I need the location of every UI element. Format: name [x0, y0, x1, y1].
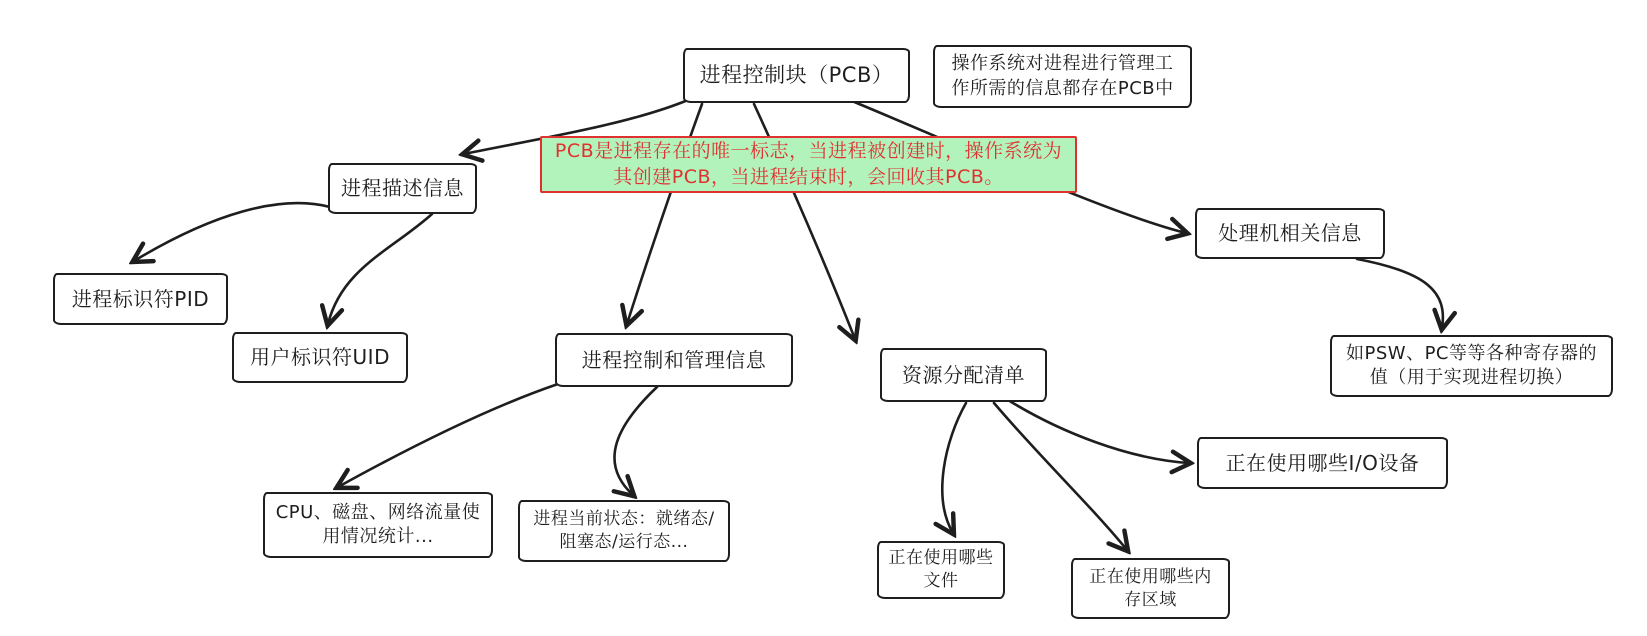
edge-desc-uid [328, 214, 432, 324]
edge-cpuinfo-psw [1357, 259, 1443, 328]
node-files: 正在使用哪些文件 [877, 541, 1005, 599]
edge-desc-pid [134, 203, 330, 261]
edge-ctrl-state [614, 387, 657, 495]
node-io: 正在使用哪些I/O设备 [1197, 437, 1448, 489]
node-cpu-stat: CPU、磁盘、网络流量使用情况统计... [263, 492, 493, 558]
edge-alloc-mem [994, 403, 1127, 550]
edge-alloc-files [942, 403, 966, 533]
node-pid: 进程标识符PID [53, 273, 228, 325]
edge-alloc-io [1008, 400, 1189, 463]
node-mem: 正在使用哪些内存区域 [1071, 558, 1230, 619]
node-state: 进程当前状态：就绪态/阻塞态/运行态... [518, 500, 730, 562]
node-os-note: 操作系统对进程进行管理工作所需的信息都存在PCB中 [933, 45, 1192, 108]
node-cpu-info: 处理机相关信息 [1195, 208, 1385, 259]
node-pcb: 进程控制块（PCB） [683, 48, 910, 103]
node-psw: 如PSW、PC等等各种寄存器的值（用于实现进程切换） [1330, 335, 1613, 397]
node-desc: 进程描述信息 [328, 163, 477, 214]
node-ctrl: 进程控制和管理信息 [555, 333, 793, 387]
edge-ctrl-cpustat [338, 384, 558, 487]
node-uid: 用户标识符UID [232, 332, 408, 383]
node-pcb-note: PCB是进程存在的唯一标志，当进程被创建时，操作系统为其创建PCB，当进程结束时，会回收其PCB。 [540, 136, 1077, 193]
node-alloc: 资源分配清单 [880, 348, 1047, 402]
